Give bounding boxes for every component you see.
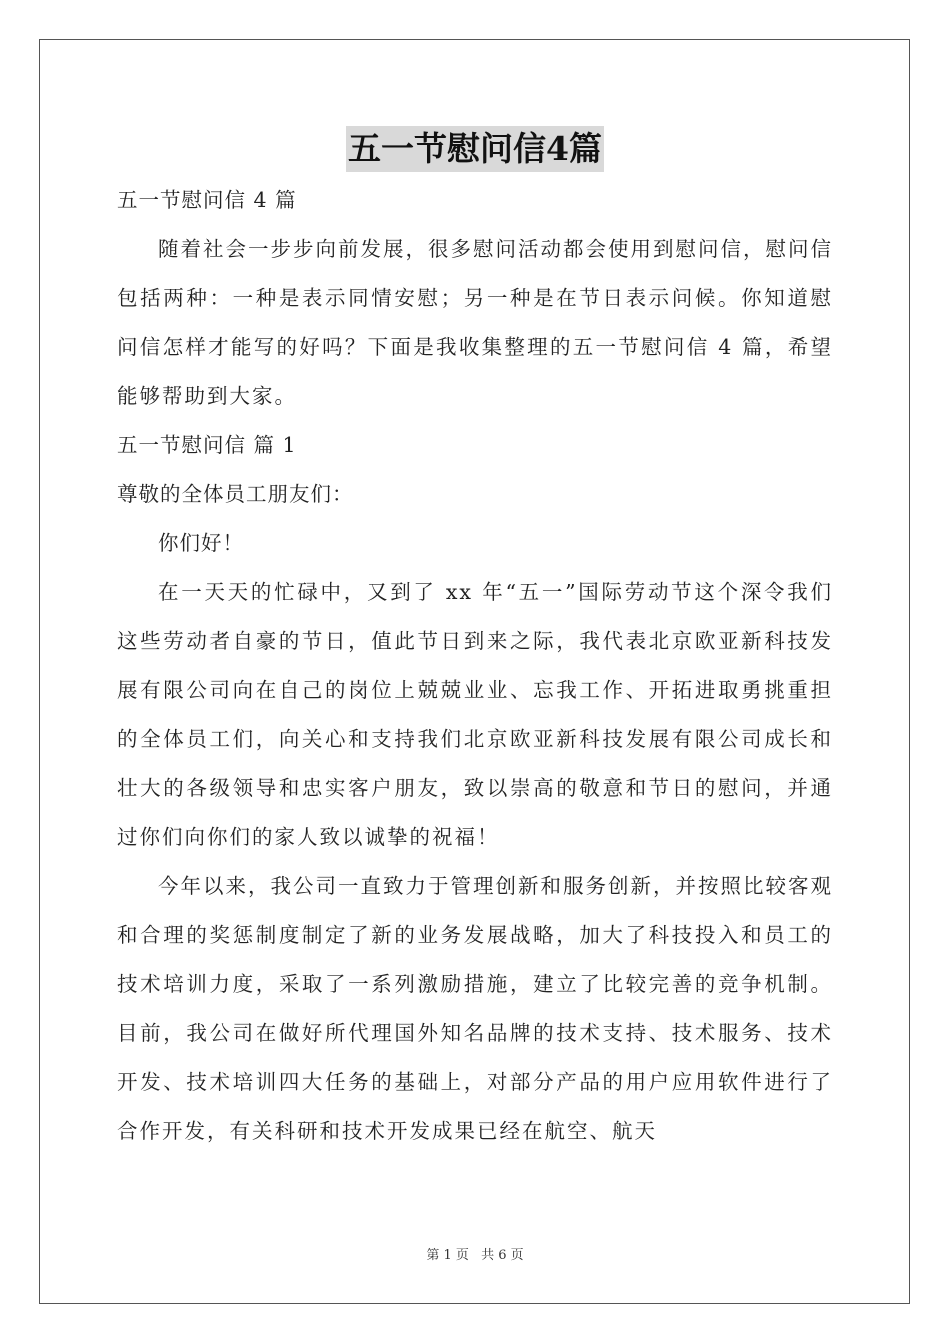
section-heading: 五一节慰问信 篇 1 — [117, 433, 297, 457]
document-subtitle: 五一节慰问信 4 篇 — [117, 188, 297, 212]
document-title: 五一节慰问信4篇 — [346, 126, 604, 172]
title-wrap — [0, 126, 950, 172]
page-total: 共 6 页 — [481, 1248, 524, 1263]
page-footer — [0, 1244, 950, 1263]
document-body — [117, 176, 833, 1156]
body-paragraph-1: 在一天天的忙碌中，又到了 xx 年“五一”国际劳动节这个深令我们这些劳动者自豪的节日，值此节日到来之际，我代表北京欧亚新科技发展有限公司向在自己的岗位上兢兢业业、忘我工作、开拓进取勇挑重担的全体员工们，向关心和支持我们北京欧亚新科技发展有限公司成长和壮大的各级领导和忠实客户朋友，致以崇高的敬意和节日的慰问，并通过你们向你们的家人致以诚挚的祝福！ — [117, 580, 833, 849]
page-number: 第 1 页 — [426, 1248, 469, 1263]
intro-paragraph: 随着社会一步步向前发展，很多慰问活动都会使用到慰问信，慰问信包括两种：一种是表示同情安慰；另一种是在节日表示问候。你知道慰问信怎样才能写的好吗？下面是我收集整理的五一节慰问信 4 篇，希望能够帮助到大家。 — [117, 237, 833, 408]
salutation: 尊敬的全体员工朋友们： — [117, 482, 354, 506]
greeting: 你们好！ — [158, 531, 244, 555]
body-paragraph-2: 今年以来，我公司一直致力于管理创新和服务创新，并按照比较客观和合理的奖惩制度制定了新的业务发展战略，加大了科技投入和员工的技术培训力度，采取了一系列激励措施，建立了比较完善的竞争机制。目前，我公司在做好所代理国外知名品牌的技术支持、技术服务、技术开发、技术培训四大任务的基础上，对部分产品的用户应用软件进行了合作开发，有关科研和技术开发成果已经在航空、航天 — [117, 874, 833, 1143]
